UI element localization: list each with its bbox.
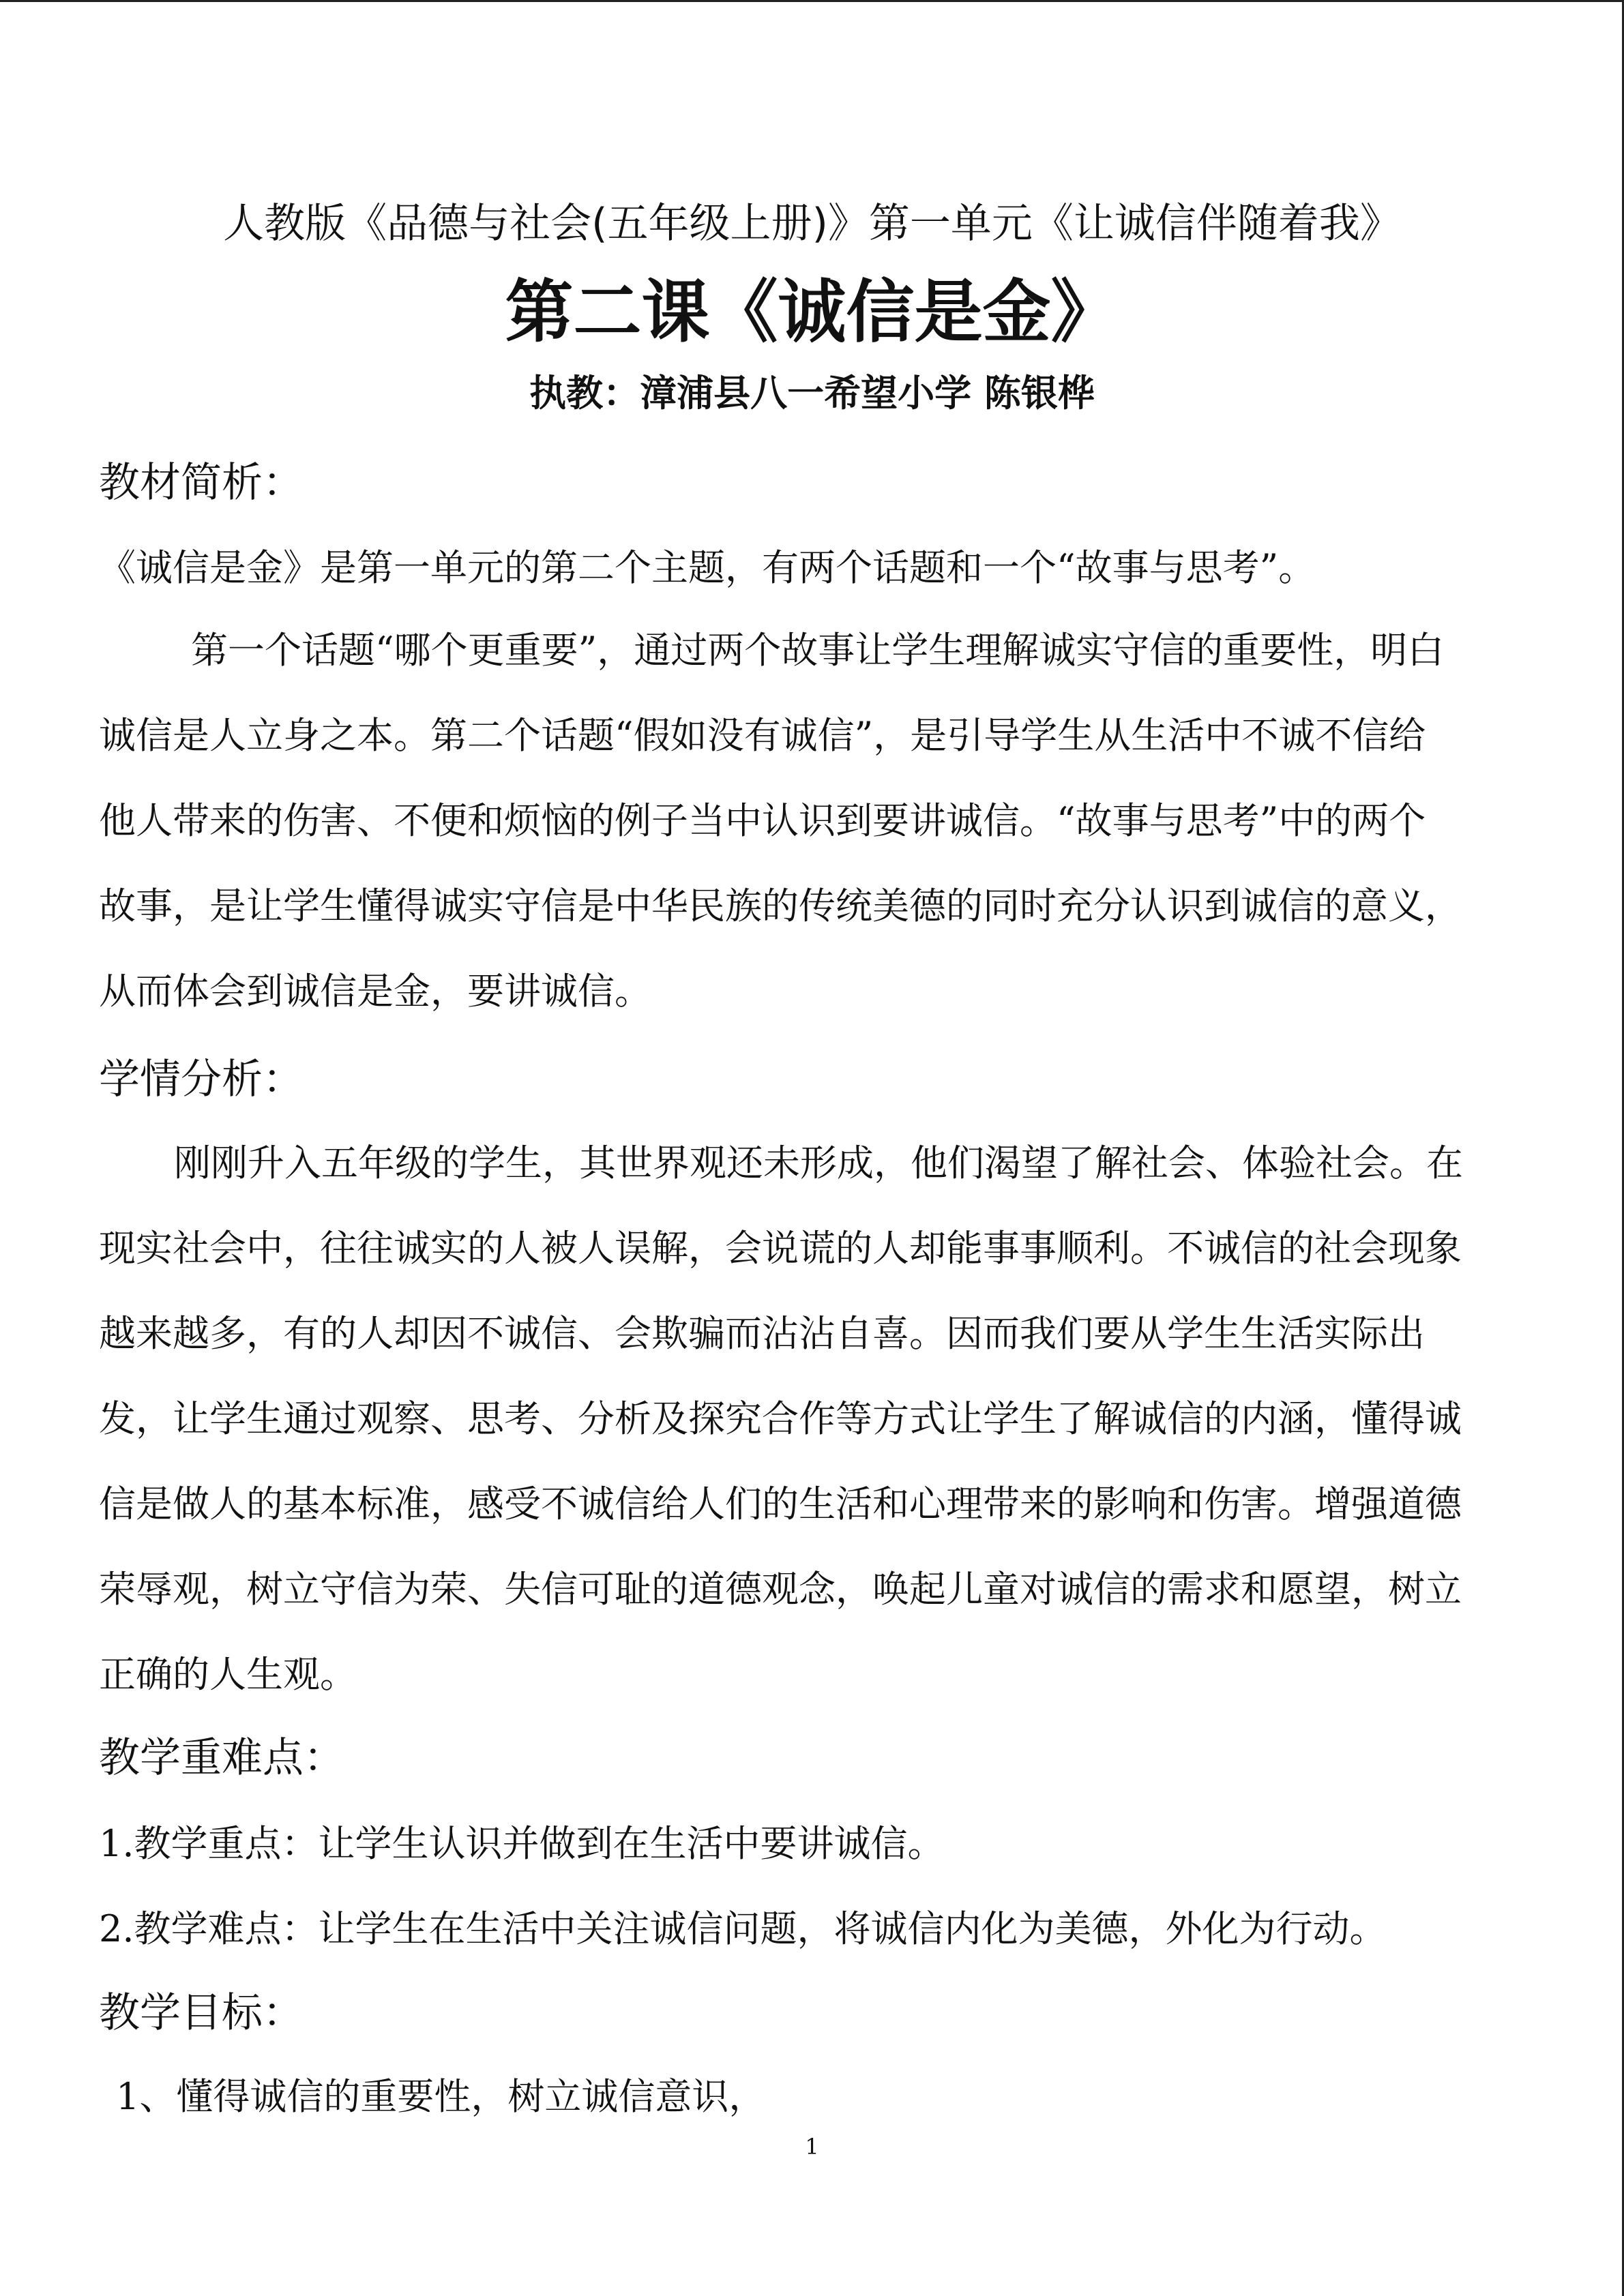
students-line-5: 信是做人的基本标准，感受不诚信给人们的生活和心理带来的影响和伤害。增强道德 [99,1482,1462,1525]
students-line-7: 正确的人生观。 [99,1653,357,1696]
page-number: 1 [805,2134,819,2160]
heading-textbook-analysis: 教材简析： [99,459,304,507]
keypoints-line-2: 2.教学难点：让学生在生活中关注诚信问题，将诚信内化为美德，外化为行动。 [99,1907,1387,1950]
series-line: 人教版《品德与社会(五年级上册)》第一单元《让诚信伴随着我》 [223,200,1401,248]
heading-student-analysis: 学情分析： [99,1056,304,1103]
page-border-top [0,0,1624,2]
author-line: 执教：漳浦县八一希望小学 陈银桦 [529,372,1095,415]
keypoints-line-1: 1.教学重点：让学生认识并做到在生活中要讲诚信。 [99,1822,945,1865]
students-line-6: 荣辱观，树立守信为荣、失信可耻的道德观念，唤起儿童对诚信的需求和愿望，树立 [99,1568,1462,1611]
students-line-2: 现实社会中，往往诚实的人被人误解，会说谎的人却能事事顺利。不诚信的社会现象 [99,1227,1462,1270]
heading-key-points: 教学重难点： [99,1734,344,1782]
students-line-3: 越来越多，有的人却因不诚信、会欺骗而沾沾自喜。因而我们要从学生生活实际出 [99,1312,1425,1355]
lesson-title: 第二课《诚信是金》 [505,272,1119,352]
textbook-line-3: 诚信是人立身之本。第二个话题“假如没有诚信”，是引导学生从生活中不诚不信给 [99,714,1426,757]
goals-line-1: 1、懂得诚信的重要性，树立诚信意识， [116,2075,766,2118]
textbook-line-6: 从而体会到诚信是金，要讲诚信。 [99,970,651,1013]
textbook-line-4: 他人带来的伤害、不便和烦恼的例子当中认识到要讲诚信。“故事与思考”中的两个 [99,799,1426,842]
textbook-line-1: 《诚信是金》是第一单元的第二个主题，有两个话题和一个“故事与思考”。 [99,546,1316,589]
textbook-line-2: 第一个话题“哪个更重要”，通过两个故事让学生理解诚实守信的重要性，明白 [191,629,1445,672]
textbook-line-5: 故事，是让学生懂得诚实守信是中华民族的传统美德的同时充分认识到诚信的意义， [99,884,1462,927]
students-line-1: 刚刚升入五年级的学生，其世界观还未形成，他们渴望了解社会、体验社会。在 [174,1142,1463,1184]
heading-teaching-goals: 教学目标： [99,1989,304,2037]
students-line-4: 发，让学生通过观察、思考、分析及探究合作等方式让学生了解诚信的内涵，懂得诚 [99,1397,1462,1440]
